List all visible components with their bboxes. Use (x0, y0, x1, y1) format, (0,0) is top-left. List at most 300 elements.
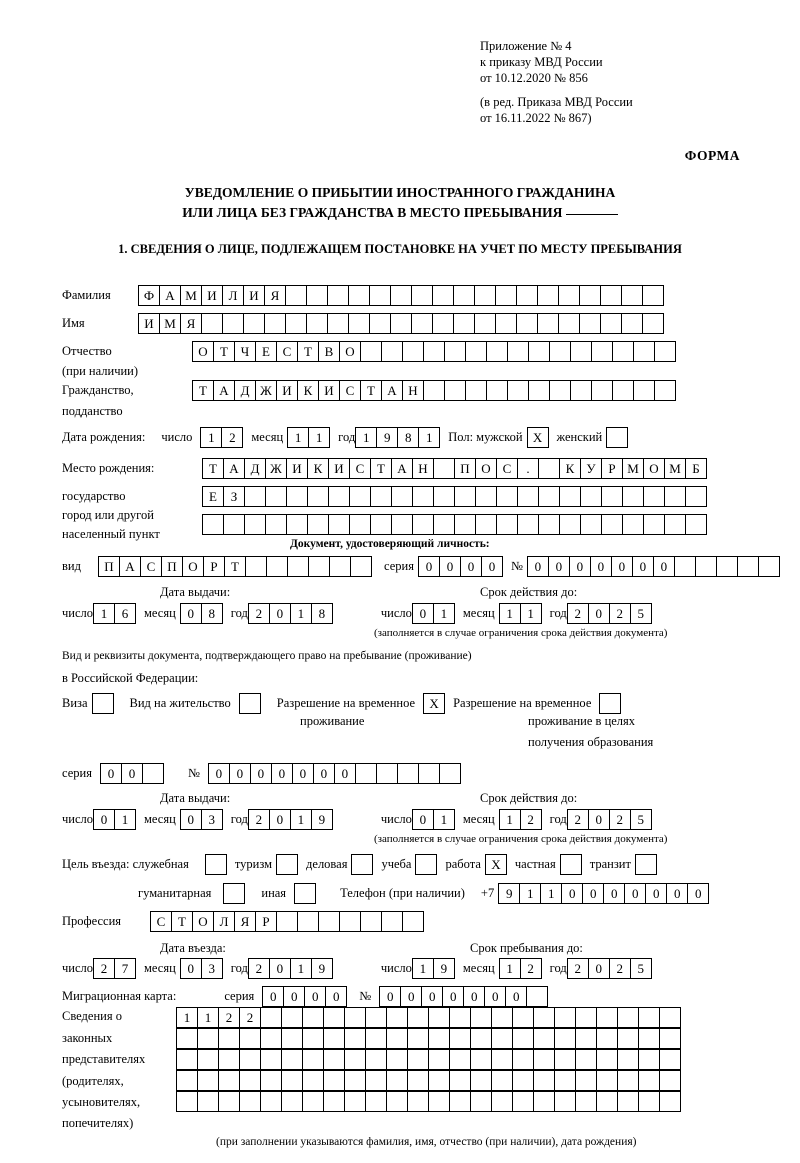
char-cell[interactable] (176, 1070, 198, 1091)
char-cell[interactable] (596, 1091, 618, 1112)
char-cell[interactable]: 5 (630, 603, 652, 624)
char-cell[interactable] (591, 341, 613, 362)
doc-valid-year-input[interactable] (567, 603, 652, 624)
char-cell[interactable] (470, 1091, 492, 1112)
doc-valid-day-input[interactable] (412, 603, 455, 624)
char-cell[interactable] (601, 514, 623, 535)
char-cell[interactable] (365, 1070, 387, 1091)
char-cell[interactable]: 0 (484, 986, 506, 1007)
char-cell[interactable] (281, 1007, 303, 1028)
char-cell[interactable] (575, 1070, 597, 1091)
char-cell[interactable] (512, 1049, 534, 1070)
char-cell[interactable]: 0 (611, 556, 633, 577)
char-cell[interactable] (579, 285, 601, 306)
char-cell[interactable] (575, 1028, 597, 1049)
char-cell[interactable]: 0 (653, 556, 675, 577)
char-cell[interactable]: 0 (292, 763, 314, 784)
char-cell[interactable] (239, 1070, 261, 1091)
char-cell[interactable] (638, 1049, 660, 1070)
char-cell[interactable] (600, 313, 622, 334)
char-cell[interactable]: 0 (561, 883, 583, 904)
char-cell[interactable]: 1 (287, 427, 309, 448)
char-cell[interactable]: М (622, 458, 644, 479)
char-cell[interactable] (323, 1049, 345, 1070)
char-cell[interactable]: 0 (93, 809, 115, 830)
char-cell[interactable] (381, 911, 403, 932)
char-cell[interactable] (695, 556, 717, 577)
char-cell[interactable] (495, 313, 517, 334)
sex-female-checkbox[interactable] (606, 427, 628, 448)
char-cell[interactable]: Я (180, 313, 202, 334)
purpose-official-checkbox[interactable] (205, 854, 227, 875)
char-cell[interactable] (470, 1028, 492, 1049)
char-cell[interactable] (365, 1091, 387, 1112)
char-cell[interactable] (355, 763, 377, 784)
char-cell[interactable] (197, 1091, 219, 1112)
char-cell[interactable] (612, 341, 634, 362)
char-cell[interactable] (533, 1028, 555, 1049)
char-cell[interactable]: А (213, 380, 235, 401)
char-cell[interactable] (370, 514, 392, 535)
char-cell[interactable]: 0 (527, 556, 549, 577)
char-cell[interactable]: 3 (201, 958, 223, 979)
char-cell[interactable] (621, 285, 643, 306)
char-cell[interactable] (302, 1007, 324, 1028)
char-cell[interactable] (517, 486, 539, 507)
char-cell[interactable]: 0 (588, 603, 610, 624)
char-cell[interactable]: 5 (630, 809, 652, 830)
char-cell[interactable] (360, 341, 382, 362)
stay-issue-day-input[interactable] (93, 809, 136, 830)
char-cell[interactable]: Д (234, 380, 256, 401)
char-cell[interactable] (654, 341, 676, 362)
char-cell[interactable]: 0 (582, 883, 604, 904)
char-cell[interactable]: 0 (283, 986, 305, 1007)
char-cell[interactable]: 1 (355, 427, 377, 448)
char-cell[interactable] (622, 486, 644, 507)
char-cell[interactable]: 0 (624, 883, 646, 904)
char-cell[interactable] (465, 341, 487, 362)
char-cell[interactable] (281, 1091, 303, 1112)
char-cell[interactable]: М (180, 285, 202, 306)
char-cell[interactable]: 0 (588, 809, 610, 830)
char-cell[interactable] (260, 1091, 282, 1112)
char-cell[interactable] (411, 313, 433, 334)
entry-year-input[interactable] (248, 958, 333, 979)
char-cell[interactable] (365, 1028, 387, 1049)
char-cell[interactable]: 0 (645, 883, 667, 904)
char-cell[interactable]: И (276, 380, 298, 401)
char-cell[interactable] (412, 486, 434, 507)
char-cell[interactable] (222, 313, 244, 334)
char-cell[interactable] (433, 486, 455, 507)
temp-residence-checkbox[interactable]: Х (423, 693, 445, 714)
char-cell[interactable] (365, 1049, 387, 1070)
char-cell[interactable] (266, 556, 288, 577)
char-cell[interactable]: 1 (200, 427, 222, 448)
char-cell[interactable]: Р (601, 458, 623, 479)
char-cell[interactable]: В (318, 341, 340, 362)
char-cell[interactable] (659, 1028, 681, 1049)
char-cell[interactable]: 2 (218, 1007, 240, 1028)
char-cell[interactable]: 0 (313, 763, 335, 784)
char-cell[interactable] (376, 763, 398, 784)
char-cell[interactable]: 2 (248, 603, 270, 624)
char-cell[interactable] (491, 1028, 513, 1049)
char-cell[interactable] (428, 1049, 450, 1070)
char-cell[interactable]: 0 (269, 958, 291, 979)
purpose-other-checkbox[interactable] (294, 883, 316, 904)
char-cell[interactable] (449, 1091, 471, 1112)
char-cell[interactable] (349, 486, 371, 507)
stay-until-day-input[interactable] (412, 958, 455, 979)
char-cell[interactable] (260, 1007, 282, 1028)
char-cell[interactable]: 0 (548, 556, 570, 577)
char-cell[interactable] (323, 1070, 345, 1091)
char-cell[interactable] (369, 285, 391, 306)
char-cell[interactable] (517, 514, 539, 535)
char-cell[interactable] (197, 1028, 219, 1049)
char-cell[interactable]: 2 (609, 958, 631, 979)
char-cell[interactable] (327, 313, 349, 334)
char-cell[interactable]: 0 (421, 986, 443, 1007)
char-cell[interactable] (449, 1007, 471, 1028)
char-cell[interactable] (659, 1070, 681, 1091)
legal-rep-input-line3[interactable] (176, 1049, 681, 1070)
char-cell[interactable]: 0 (460, 556, 482, 577)
char-cell[interactable] (528, 341, 550, 362)
char-cell[interactable] (612, 380, 634, 401)
char-cell[interactable] (554, 1070, 576, 1091)
char-cell[interactable]: 1 (114, 809, 136, 830)
char-cell[interactable] (428, 1007, 450, 1028)
char-cell[interactable]: 0 (269, 603, 291, 624)
doc-type-input[interactable] (98, 556, 372, 577)
char-cell[interactable]: С (150, 911, 172, 932)
purpose-business-checkbox[interactable] (351, 854, 373, 875)
legal-rep-input-line1[interactable] (176, 1007, 681, 1028)
profession-input[interactable] (150, 911, 424, 932)
char-cell[interactable] (758, 556, 780, 577)
char-cell[interactable] (265, 514, 287, 535)
char-cell[interactable] (622, 514, 644, 535)
char-cell[interactable]: 1 (540, 883, 562, 904)
char-cell[interactable]: 2 (93, 958, 115, 979)
char-cell[interactable]: А (159, 285, 181, 306)
char-cell[interactable] (281, 1049, 303, 1070)
char-cell[interactable]: 0 (412, 603, 434, 624)
char-cell[interactable] (239, 1091, 261, 1112)
char-cell[interactable] (264, 313, 286, 334)
char-cell[interactable] (260, 1028, 282, 1049)
purpose-transit-checkbox[interactable] (635, 854, 657, 875)
char-cell[interactable]: Е (202, 486, 224, 507)
char-cell[interactable]: 1 (519, 883, 541, 904)
char-cell[interactable]: К (307, 458, 329, 479)
char-cell[interactable] (591, 380, 613, 401)
char-cell[interactable]: О (475, 458, 497, 479)
char-cell[interactable] (432, 313, 454, 334)
char-cell[interactable] (302, 1070, 324, 1091)
char-cell[interactable]: Д (244, 458, 266, 479)
char-cell[interactable] (297, 911, 319, 932)
char-cell[interactable]: 0 (121, 763, 143, 784)
char-cell[interactable]: 0 (271, 763, 293, 784)
char-cell[interactable]: 1 (520, 603, 542, 624)
char-cell[interactable] (202, 514, 224, 535)
char-cell[interactable] (197, 1049, 219, 1070)
char-cell[interactable] (412, 514, 434, 535)
char-cell[interactable] (428, 1091, 450, 1112)
char-cell[interactable] (386, 1028, 408, 1049)
char-cell[interactable]: П (98, 556, 120, 577)
char-cell[interactable]: А (223, 458, 245, 479)
char-cell[interactable]: 0 (100, 763, 122, 784)
char-cell[interactable] (260, 1049, 282, 1070)
char-cell[interactable] (486, 380, 508, 401)
char-cell[interactable] (507, 380, 529, 401)
char-cell[interactable]: 1 (290, 958, 312, 979)
char-cell[interactable] (491, 1007, 513, 1028)
entry-day-input[interactable] (93, 958, 136, 979)
char-cell[interactable] (407, 1049, 429, 1070)
char-cell[interactable] (281, 1028, 303, 1049)
char-cell[interactable] (559, 486, 581, 507)
char-cell[interactable] (302, 1028, 324, 1049)
char-cell[interactable] (302, 1049, 324, 1070)
char-cell[interactable] (370, 486, 392, 507)
char-cell[interactable] (495, 285, 517, 306)
char-cell[interactable]: Я (264, 285, 286, 306)
char-cell[interactable]: Т (202, 458, 224, 479)
char-cell[interactable] (558, 285, 580, 306)
char-cell[interactable] (638, 1070, 660, 1091)
char-cell[interactable] (454, 514, 476, 535)
char-cell[interactable] (664, 514, 686, 535)
char-cell[interactable]: 2 (567, 809, 589, 830)
char-cell[interactable] (537, 313, 559, 334)
char-cell[interactable]: 2 (609, 603, 631, 624)
char-cell[interactable] (265, 486, 287, 507)
char-cell[interactable] (418, 763, 440, 784)
char-cell[interactable]: 0 (180, 958, 202, 979)
char-cell[interactable] (549, 341, 571, 362)
char-cell[interactable] (512, 1028, 534, 1049)
char-cell[interactable] (142, 763, 164, 784)
char-cell[interactable]: 0 (400, 986, 422, 1007)
char-cell[interactable]: 2 (248, 958, 270, 979)
char-cell[interactable]: 0 (687, 883, 709, 904)
char-cell[interactable]: 0 (180, 603, 202, 624)
char-cell[interactable]: И (318, 380, 340, 401)
char-cell[interactable] (218, 1049, 240, 1070)
char-cell[interactable] (674, 556, 696, 577)
char-cell[interactable] (285, 313, 307, 334)
purpose-work-checkbox[interactable]: Х (485, 854, 507, 875)
char-cell[interactable]: 9 (311, 809, 333, 830)
char-cell[interactable]: О (182, 556, 204, 577)
char-cell[interactable] (533, 1091, 555, 1112)
char-cell[interactable] (617, 1049, 639, 1070)
char-cell[interactable] (344, 1049, 366, 1070)
stay-issue-month-input[interactable] (180, 809, 223, 830)
char-cell[interactable] (601, 486, 623, 507)
char-cell[interactable] (201, 313, 223, 334)
doc-issue-year-input[interactable] (248, 603, 333, 624)
purpose-study-checkbox[interactable] (415, 854, 437, 875)
char-cell[interactable] (328, 514, 350, 535)
char-cell[interactable] (596, 1070, 618, 1091)
char-cell[interactable] (580, 486, 602, 507)
char-cell[interactable] (318, 911, 340, 932)
char-cell[interactable] (654, 380, 676, 401)
char-cell[interactable] (453, 313, 475, 334)
char-cell[interactable] (397, 763, 419, 784)
char-cell[interactable] (596, 1028, 618, 1049)
char-cell[interactable]: 1 (197, 1007, 219, 1028)
char-cell[interactable]: Ж (255, 380, 277, 401)
char-cell[interactable] (365, 1007, 387, 1028)
char-cell[interactable] (344, 1070, 366, 1091)
char-cell[interactable] (391, 486, 413, 507)
phone-input[interactable] (498, 883, 709, 904)
char-cell[interactable] (197, 1070, 219, 1091)
char-cell[interactable] (528, 380, 550, 401)
char-cell[interactable] (402, 911, 424, 932)
char-cell[interactable] (381, 341, 403, 362)
char-cell[interactable]: 2 (567, 958, 589, 979)
char-cell[interactable] (307, 486, 329, 507)
doc-issue-day-input[interactable] (93, 603, 136, 624)
char-cell[interactable] (621, 313, 643, 334)
residence-permit-checkbox[interactable] (239, 693, 261, 714)
char-cell[interactable] (276, 911, 298, 932)
char-cell[interactable] (344, 1028, 366, 1049)
char-cell[interactable]: К (297, 380, 319, 401)
char-cell[interactable] (348, 313, 370, 334)
stay-valid-year-input[interactable] (567, 809, 652, 830)
char-cell[interactable] (575, 1049, 597, 1070)
char-cell[interactable]: 8 (201, 603, 223, 624)
char-cell[interactable] (323, 1091, 345, 1112)
char-cell[interactable]: С (349, 458, 371, 479)
char-cell[interactable] (453, 285, 475, 306)
char-cell[interactable]: 1 (433, 809, 455, 830)
char-cell[interactable]: 0 (180, 809, 202, 830)
char-cell[interactable] (638, 1028, 660, 1049)
char-cell[interactable]: Л (213, 911, 235, 932)
char-cell[interactable] (554, 1049, 576, 1070)
char-cell[interactable] (286, 486, 308, 507)
char-cell[interactable]: 1 (290, 603, 312, 624)
char-cell[interactable] (470, 1049, 492, 1070)
char-cell[interactable] (369, 313, 391, 334)
char-cell[interactable]: 1 (93, 603, 115, 624)
char-cell[interactable] (454, 486, 476, 507)
char-cell[interactable]: 1 (290, 809, 312, 830)
char-cell[interactable] (423, 341, 445, 362)
char-cell[interactable]: С (140, 556, 162, 577)
char-cell[interactable]: 1 (499, 809, 521, 830)
char-cell[interactable] (306, 285, 328, 306)
char-cell[interactable] (538, 458, 560, 479)
char-cell[interactable] (260, 1070, 282, 1091)
char-cell[interactable] (323, 1007, 345, 1028)
char-cell[interactable] (307, 514, 329, 535)
birthplace-input-line1[interactable] (202, 458, 707, 479)
birthplace-input-line3[interactable] (202, 514, 707, 535)
char-cell[interactable] (596, 1049, 618, 1070)
char-cell[interactable]: 0 (590, 556, 612, 577)
birth-month-input[interactable] (287, 427, 330, 448)
char-cell[interactable] (575, 1091, 597, 1112)
purpose-tourism-checkbox[interactable] (276, 854, 298, 875)
char-cell[interactable]: О (643, 458, 665, 479)
char-cell[interactable]: 0 (418, 556, 440, 577)
char-cell[interactable]: 8 (311, 603, 333, 624)
char-cell[interactable] (390, 285, 412, 306)
char-cell[interactable]: М (664, 458, 686, 479)
char-cell[interactable] (475, 514, 497, 535)
char-cell[interactable]: Б (685, 458, 707, 479)
char-cell[interactable] (617, 1091, 639, 1112)
char-cell[interactable] (428, 1070, 450, 1091)
char-cell[interactable]: 0 (603, 883, 625, 904)
char-cell[interactable] (287, 556, 309, 577)
char-cell[interactable] (537, 285, 559, 306)
edu-residence-checkbox[interactable] (599, 693, 621, 714)
char-cell[interactable] (243, 313, 265, 334)
char-cell[interactable] (580, 514, 602, 535)
char-cell[interactable] (558, 313, 580, 334)
sex-male-checkbox[interactable]: Х (527, 427, 549, 448)
char-cell[interactable] (176, 1091, 198, 1112)
birth-day-input[interactable] (200, 427, 243, 448)
char-cell[interactable] (323, 1028, 345, 1049)
char-cell[interactable]: 0 (666, 883, 688, 904)
char-cell[interactable]: А (391, 458, 413, 479)
char-cell[interactable] (390, 313, 412, 334)
birth-year-input[interactable] (355, 427, 440, 448)
char-cell[interactable]: Е (255, 341, 277, 362)
stay-until-year-input[interactable] (567, 958, 652, 979)
char-cell[interactable] (516, 285, 538, 306)
char-cell[interactable] (575, 1007, 597, 1028)
legal-rep-input-line5[interactable] (176, 1091, 681, 1112)
char-cell[interactable]: А (381, 380, 403, 401)
char-cell[interactable]: Т (171, 911, 193, 932)
char-cell[interactable]: Р (255, 911, 277, 932)
char-cell[interactable] (449, 1070, 471, 1091)
char-cell[interactable]: И (328, 458, 350, 479)
char-cell[interactable] (348, 285, 370, 306)
char-cell[interactable] (281, 1070, 303, 1091)
char-cell[interactable]: 0 (463, 986, 485, 1007)
char-cell[interactable] (407, 1028, 429, 1049)
char-cell[interactable]: 5 (630, 958, 652, 979)
char-cell[interactable] (659, 1049, 681, 1070)
char-cell[interactable] (512, 1007, 534, 1028)
char-cell[interactable]: Р (203, 556, 225, 577)
char-cell[interactable] (659, 1007, 681, 1028)
char-cell[interactable]: 2 (520, 958, 542, 979)
char-cell[interactable]: 0 (379, 986, 401, 1007)
char-cell[interactable] (737, 556, 759, 577)
char-cell[interactable] (386, 1091, 408, 1112)
char-cell[interactable] (433, 458, 455, 479)
surname-input[interactable] (138, 285, 664, 306)
char-cell[interactable]: 1 (412, 958, 434, 979)
